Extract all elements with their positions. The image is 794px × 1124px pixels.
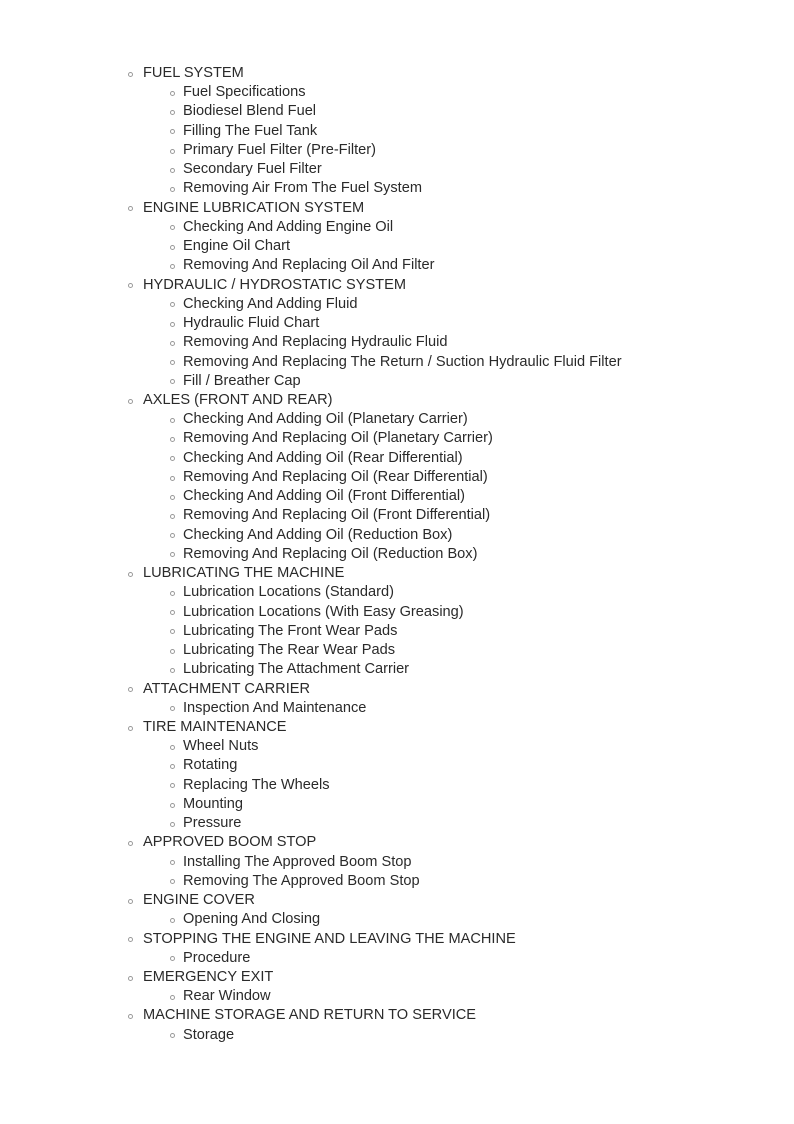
list-item — [128, 641, 622, 660]
list-item-label: Checking And Adding Oil (Front Differential) — [183, 488, 466, 505]
list-item — [128, 429, 622, 448]
subsection-list — [128, 83, 622, 198]
hollow-bullet-icon — [170, 149, 175, 154]
section-title: HYDRAULIC / HYDROSTATIC SYSTEM — [143, 276, 406, 293]
list-item — [128, 333, 622, 352]
list-item-label: Wheel Nuts — [183, 738, 259, 755]
list-item — [128, 583, 622, 602]
section-title: ATTACHMENT CARRIER — [143, 680, 311, 697]
section-heading — [128, 718, 622, 737]
subsection-list — [128, 853, 622, 891]
section-heading — [128, 276, 622, 295]
hollow-bullet-icon — [170, 879, 175, 884]
list-item-label: Checking And Adding Fluid — [183, 295, 358, 312]
list-item — [128, 853, 622, 872]
list-item-label: Lubricating The Attachment Carrier — [183, 661, 410, 678]
list-item-label: Procedure — [183, 949, 251, 966]
hollow-bullet-icon — [128, 899, 133, 904]
hollow-bullet-icon — [170, 129, 175, 134]
list-item-label: Installing The Approved Boom Stop — [183, 853, 412, 870]
section-heading — [128, 564, 622, 583]
list-item — [128, 449, 622, 468]
section-heading — [128, 930, 622, 949]
list-item-label: Hydraulic Fluid Chart — [183, 315, 320, 332]
hollow-bullet-icon — [128, 841, 133, 846]
hollow-bullet-icon — [128, 72, 133, 77]
hollow-bullet-icon — [170, 187, 175, 192]
toc-section — [128, 833, 622, 891]
hollow-bullet-icon — [170, 745, 175, 750]
list-item-label: Fill / Breather Cap — [183, 372, 301, 389]
section-heading — [128, 1006, 622, 1025]
list-item-label: Fuel Specifications — [183, 84, 306, 101]
list-item — [128, 776, 622, 795]
list-item-label: Checking And Adding Oil (Rear Differential) — [183, 449, 463, 466]
hollow-bullet-icon — [170, 629, 175, 634]
list-item — [128, 795, 622, 814]
list-item — [128, 910, 622, 929]
hollow-bullet-icon — [170, 456, 175, 461]
hollow-bullet-icon — [128, 937, 133, 942]
subsection-list — [128, 1026, 622, 1045]
list-item-label: Replacing The Wheels — [183, 776, 330, 793]
list-item — [128, 295, 622, 314]
list-item-label: Lubrication Locations (With Easy Greasing) — [183, 603, 464, 620]
hollow-bullet-icon — [170, 533, 175, 538]
list-item — [128, 622, 622, 641]
hollow-bullet-icon — [170, 379, 175, 384]
subsection-list — [128, 218, 622, 276]
list-item — [128, 526, 622, 545]
hollow-bullet-icon — [170, 245, 175, 250]
hollow-bullet-icon — [170, 668, 175, 673]
list-item — [128, 102, 622, 121]
list-item — [128, 237, 622, 256]
list-item-label: Removing And Replacing Oil (Planetary Carrier) — [183, 430, 493, 447]
list-item-label: Biodiesel Blend Fuel — [183, 103, 317, 120]
toc-section — [128, 199, 622, 276]
list-item-label: Removing And Replacing Hydraulic Fluid — [183, 334, 448, 351]
toc-section — [128, 891, 622, 929]
list-item-label: Opening And Closing — [183, 911, 321, 928]
hollow-bullet-icon — [170, 995, 175, 1000]
hollow-bullet-icon — [170, 803, 175, 808]
hollow-bullet-icon — [170, 1033, 175, 1038]
list-item-label: Lubricating The Rear Wear Pads — [183, 642, 395, 659]
list-item — [128, 545, 622, 564]
hollow-bullet-icon — [128, 1014, 133, 1019]
hollow-bullet-icon — [128, 399, 133, 404]
list-item-label: Secondary Fuel Filter — [183, 161, 322, 178]
list-item-label: Checking And Adding Oil (Reduction Box) — [183, 526, 453, 543]
section-heading — [128, 968, 622, 987]
list-item-label: Lubrication Locations (Standard) — [183, 584, 394, 601]
toc-section — [128, 64, 622, 199]
subsection-list — [128, 410, 622, 564]
list-item-label: Removing And Replacing Oil (Rear Differential) — [183, 468, 488, 485]
hollow-bullet-icon — [170, 764, 175, 769]
section-heading — [128, 199, 622, 218]
table-of-contents — [128, 64, 622, 1045]
list-item — [128, 603, 622, 622]
section-title: LUBRICATING THE MACHINE — [143, 565, 345, 582]
list-item-label: Removing And Replacing Oil (Reduction Box) — [183, 545, 478, 562]
hollow-bullet-icon — [128, 206, 133, 211]
hollow-bullet-icon — [170, 918, 175, 923]
hollow-bullet-icon — [170, 860, 175, 865]
list-item — [128, 506, 622, 525]
hollow-bullet-icon — [170, 591, 175, 596]
section-title: EMERGENCY EXIT — [143, 969, 274, 986]
list-item-label: Removing And Replacing Oil (Front Differential) — [183, 507, 491, 524]
hollow-bullet-icon — [170, 302, 175, 307]
list-item — [128, 83, 622, 102]
section-title: AXLES (FRONT AND REAR) — [143, 391, 333, 408]
hollow-bullet-icon — [170, 649, 175, 654]
hollow-bullet-icon — [128, 572, 133, 577]
hollow-bullet-icon — [170, 322, 175, 327]
list-item — [128, 487, 622, 506]
list-item-label: Checking And Adding Oil (Planetary Carrier) — [183, 411, 468, 428]
list-item — [128, 1026, 622, 1045]
toc-section — [128, 276, 622, 391]
list-item — [128, 122, 622, 141]
list-item-label: Engine Oil Chart — [183, 238, 291, 255]
hollow-bullet-icon — [170, 264, 175, 269]
list-item — [128, 314, 622, 333]
list-item-label: Filling The Fuel Tank — [183, 122, 318, 139]
list-item — [128, 737, 622, 756]
section-heading — [128, 891, 622, 910]
section-heading — [128, 64, 622, 83]
section-heading — [128, 680, 622, 699]
section-title: MACHINE STORAGE AND RETURN TO SERVICE — [143, 1007, 477, 1024]
list-item — [128, 949, 622, 968]
list-item-label: Inspection And Maintenance — [183, 699, 367, 716]
list-item — [128, 353, 622, 372]
subsection-list — [128, 699, 622, 718]
list-item — [128, 179, 622, 198]
list-item-label: Removing Air From The Fuel System — [183, 180, 422, 197]
subsection-list — [128, 910, 622, 929]
hollow-bullet-icon — [128, 976, 133, 981]
hollow-bullet-icon — [170, 495, 175, 500]
list-item — [128, 756, 622, 775]
section-title: TIRE MAINTENANCE — [143, 718, 287, 735]
hollow-bullet-icon — [170, 514, 175, 519]
toc-section — [128, 564, 622, 679]
list-item-label: Removing And Replacing Oil And Filter — [183, 257, 435, 274]
section-title: FUEL SYSTEM — [143, 65, 244, 81]
list-item — [128, 160, 622, 179]
subsection-list — [128, 583, 622, 679]
subsection-list — [128, 295, 622, 391]
hollow-bullet-icon — [170, 783, 175, 788]
hollow-bullet-icon — [128, 283, 133, 288]
hollow-bullet-icon — [170, 168, 175, 173]
section-title: APPROVED BOOM STOP — [143, 834, 317, 851]
hollow-bullet-icon — [170, 91, 175, 96]
list-item-label: Rear Window — [183, 988, 271, 1005]
hollow-bullet-icon — [128, 726, 133, 731]
list-item — [128, 218, 622, 237]
hollow-bullet-icon — [170, 418, 175, 423]
hollow-bullet-icon — [128, 687, 133, 692]
hollow-bullet-icon — [170, 706, 175, 711]
toc-section — [128, 680, 622, 718]
section-title: STOPPING THE ENGINE AND LEAVING THE MACHINE — [143, 930, 516, 947]
hollow-bullet-icon — [170, 610, 175, 615]
list-item-label: Storage — [183, 1026, 235, 1043]
subsection-list — [128, 987, 622, 1006]
section-heading — [128, 391, 622, 410]
list-item — [128, 141, 622, 160]
hollow-bullet-icon — [170, 476, 175, 481]
list-item — [128, 872, 622, 891]
hollow-bullet-icon — [170, 956, 175, 961]
hollow-bullet-icon — [170, 341, 175, 346]
hollow-bullet-icon — [170, 822, 175, 827]
toc-section — [128, 930, 622, 968]
list-item-label: Mounting — [183, 795, 244, 812]
list-item-label: Removing And Replacing The Return / Suction Hydraulic Fluid Filter — [183, 353, 622, 370]
list-item — [128, 256, 622, 275]
hollow-bullet-icon — [170, 437, 175, 442]
subsection-list — [128, 949, 622, 968]
list-item-label: Rotating — [183, 757, 238, 774]
list-item — [128, 814, 622, 833]
list-item — [128, 699, 622, 718]
hollow-bullet-icon — [170, 110, 175, 115]
list-item-label: Primary Fuel Filter (Pre-Filter) — [183, 141, 376, 158]
hollow-bullet-icon — [170, 360, 175, 365]
hollow-bullet-icon — [170, 225, 175, 230]
list-item — [128, 372, 622, 391]
list-item-label: Pressure — [183, 815, 242, 832]
section-title: ENGINE COVER — [143, 892, 255, 909]
list-item-label: Checking And Adding Engine Oil — [183, 218, 394, 235]
list-item-label: Lubricating The Front Wear Pads — [183, 622, 398, 639]
subsection-list — [128, 737, 622, 833]
hollow-bullet-icon — [170, 552, 175, 557]
toc-section — [128, 718, 622, 833]
list-item — [128, 468, 622, 487]
list-item — [128, 660, 622, 679]
toc-section — [128, 391, 622, 564]
section-title: ENGINE LUBRICATION SYSTEM — [143, 199, 365, 216]
section-heading — [128, 833, 622, 852]
toc-section — [128, 968, 622, 1006]
list-item-label: Removing The Approved Boom Stop — [183, 872, 420, 889]
list-item — [128, 987, 622, 1006]
toc-section — [128, 1006, 622, 1044]
list-item — [128, 410, 622, 429]
